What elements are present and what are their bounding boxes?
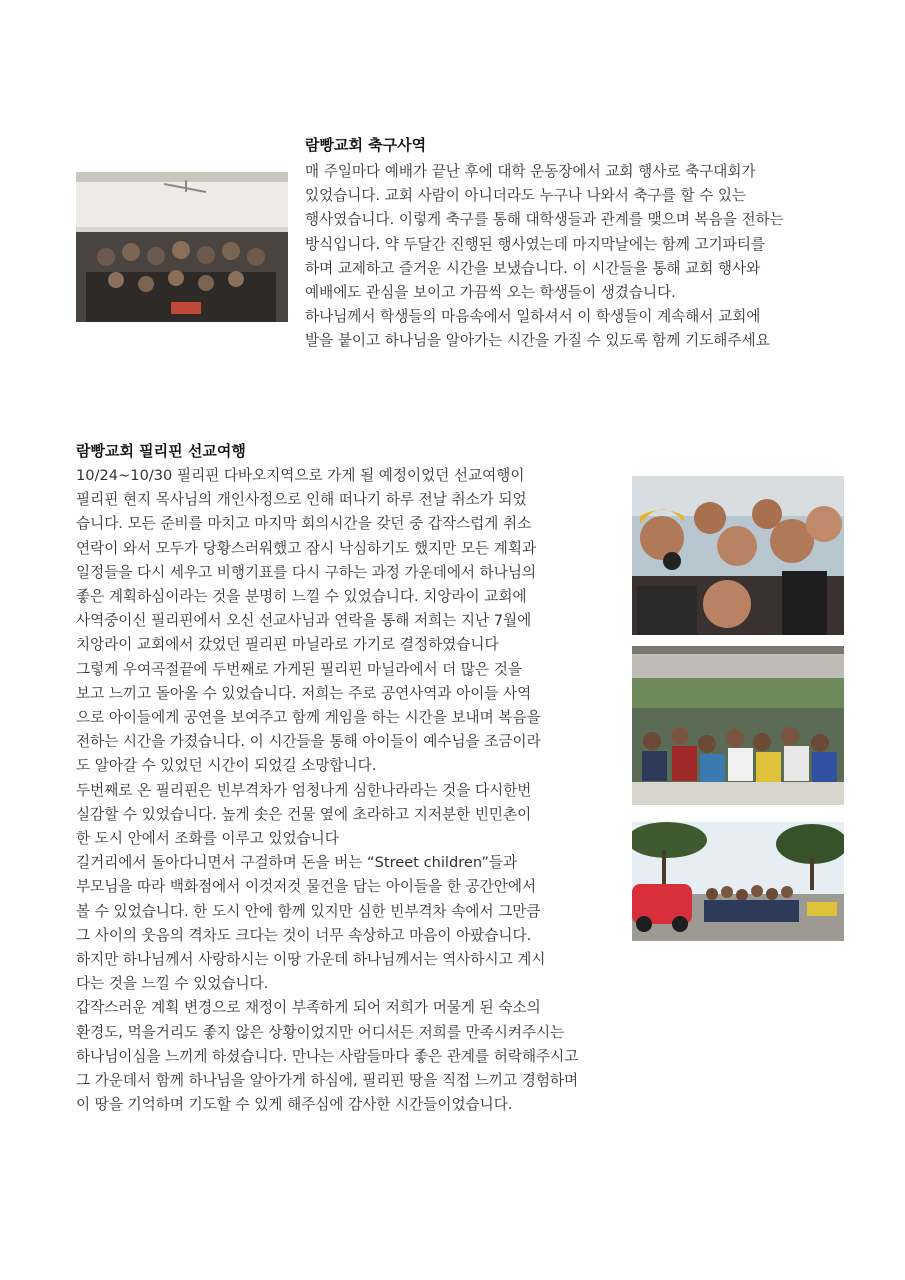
text-line: 길거리에서 돌아다니면서 구걸하며 돈을 버는 “Street children”들과: [76, 854, 518, 872]
text-line: 예배에도 관심을 보이고 가끔씩 오는 학생들이 생겼습니다.: [305, 284, 676, 302]
text-line: 있었습니다. 교회 사람이 아니더라도 누구나 나와서 축구를 할 수 있는: [305, 187, 747, 205]
text-line: 일정들을 다시 세우고 비행기표를 다시 구하는 과정 가운데에서 하나님의: [76, 563, 537, 581]
children-tent-photo: [632, 646, 844, 805]
text-line: 치앙라이 교회에서 갔었던 필리핀 마닐라로 가기로 결정하였습니다: [76, 636, 499, 654]
text-line: 다는 것을 느낄 수 있었습니다.: [76, 975, 269, 993]
text-line: 한 도시 안에서 조화를 이루고 있었습니다: [76, 830, 339, 848]
text-line: 필리핀 현지 목사님의 개인사정으로 인해 떠나기 하루 전날 취소가 되었: [76, 491, 527, 509]
text-line: 매 주일마다 예배가 끝난 후에 대학 운동장에서 교회 행사로 축구대회가: [305, 163, 756, 180]
text-line: 연락이 와서 모두가 당황스러워했고 잠시 낙심하기도 했지만 모든 계획과: [76, 539, 537, 557]
text-line: 그 사이의 웃음의 격차도 크다는 것이 너무 속상하고 마음이 아팠습니다.: [76, 926, 532, 944]
text-line: 전하는 시간을 가졌습니다. 이 시간들을 통해 아이들이 예수님을 조금이라: [76, 733, 541, 751]
soccer-group-photo: [76, 172, 288, 322]
text-line: 볼 수 있었습니다. 한 도시 안에 함께 있지만 심한 빈부격차 속에서 그만큼: [76, 902, 541, 920]
text-line: 발을 붙이고 하나님을 알아가는 시간을 가질 수 있도록 함께 기도해주세요: [305, 332, 770, 350]
text-line: 하지만 하나님께서 사랑하시는 이땅 가운데 하나님께서는 역사하시고 계시: [76, 951, 546, 969]
text-line: 부모님을 따라 백화점에서 이것저것 물건을 담는 아이들을 한 공간안에서: [76, 878, 537, 896]
text-line: 이 땅을 기억하며 기도할 수 있게 해주심에 감사한 시간들이었습니다.: [76, 1096, 513, 1114]
section2-body: [76, 464, 578, 1117]
text-line: 환경도, 먹을거리도 좋지 않은 상황이었지만 어디서든 저희를 만족시켜주시는: [76, 1023, 565, 1041]
text-line: 그 가운데서 함께 하나님을 알아가게 하심에, 필리핀 땅을 직접 느끼고 경험하며: [76, 1072, 579, 1090]
text-line: 실감할 수 있었습니다. 높게 솟은 건물 옆에 초라하고 지저분한 빈민촌이: [76, 805, 532, 823]
section1-title: 람빵교회 축구사역: [305, 136, 427, 154]
text-line: 갑작스러운 계획 변경으로 재정이 부족하게 되어 저희가 머물게 된 숙소의: [76, 999, 541, 1017]
text-line: 행사였습니다. 이렇게 축구를 통해 대학생들과 관계를 맺으며 복음을 전하는: [305, 211, 784, 229]
text-line: 하나님이심을 느끼게 하셨습니다. 만나는 사람들마다 좋은 관계를 허락해주시고: [76, 1047, 579, 1065]
text-line: 그렇게 우여곡절끝에 두번째로 가게된 필리핀 마닐라에서 더 많은 것을: [76, 660, 522, 678]
outdoor-group-photo: [632, 822, 844, 941]
text-line: 하나님께서 학생들의 마음속에서 일하셔서 이 학생들이 계속해서 교회에: [305, 308, 761, 326]
text-line: 도 알아갈 수 있었던 시간이 되었길 소망합니다.: [76, 757, 377, 775]
selfie-photo: [632, 476, 844, 635]
text-line: 두번째로 온 필리핀은 빈부격차가 엄청나게 심한나라라는 것을 다시한번: [76, 781, 532, 799]
text-line: 으로 아이들에게 공연을 보여주고 함께 게임을 하는 시간을 보내며 복음을: [76, 709, 541, 727]
text-line: 방식입니다. 약 두달간 진행된 행사였는데 마지막날에는 함께 고기파티를: [305, 235, 766, 253]
text-line: 습니다. 모든 준비를 마치고 마지막 회의시간을 갖던 중 갑작스럽게 취소: [76, 515, 532, 533]
section2-title: 람빵교회 필리핀 선교여행: [76, 442, 246, 460]
text-line: 사역중이신 필리핀에서 오신 선교사님과 연락을 통해 저희는 지난 7월에: [76, 612, 532, 630]
text-line: 10/24~10/30 필리핀 다바오지역으로 가게 될 예정이었던 선교여행이: [76, 467, 525, 484]
text-line: 보고 느끼고 돌아올 수 있었습니다. 저희는 주로 공연사역과 아이들 사역: [76, 684, 532, 702]
section1-body: [305, 160, 784, 354]
text-line: 하며 교제하고 즐거운 시간을 보냈습니다. 이 시간들을 통해 교회 행사와: [305, 259, 761, 277]
text-line: 좋은 계획하심이라는 것을 분명히 느낄 수 있었습니다. 치앙라이 교회에: [76, 588, 527, 606]
